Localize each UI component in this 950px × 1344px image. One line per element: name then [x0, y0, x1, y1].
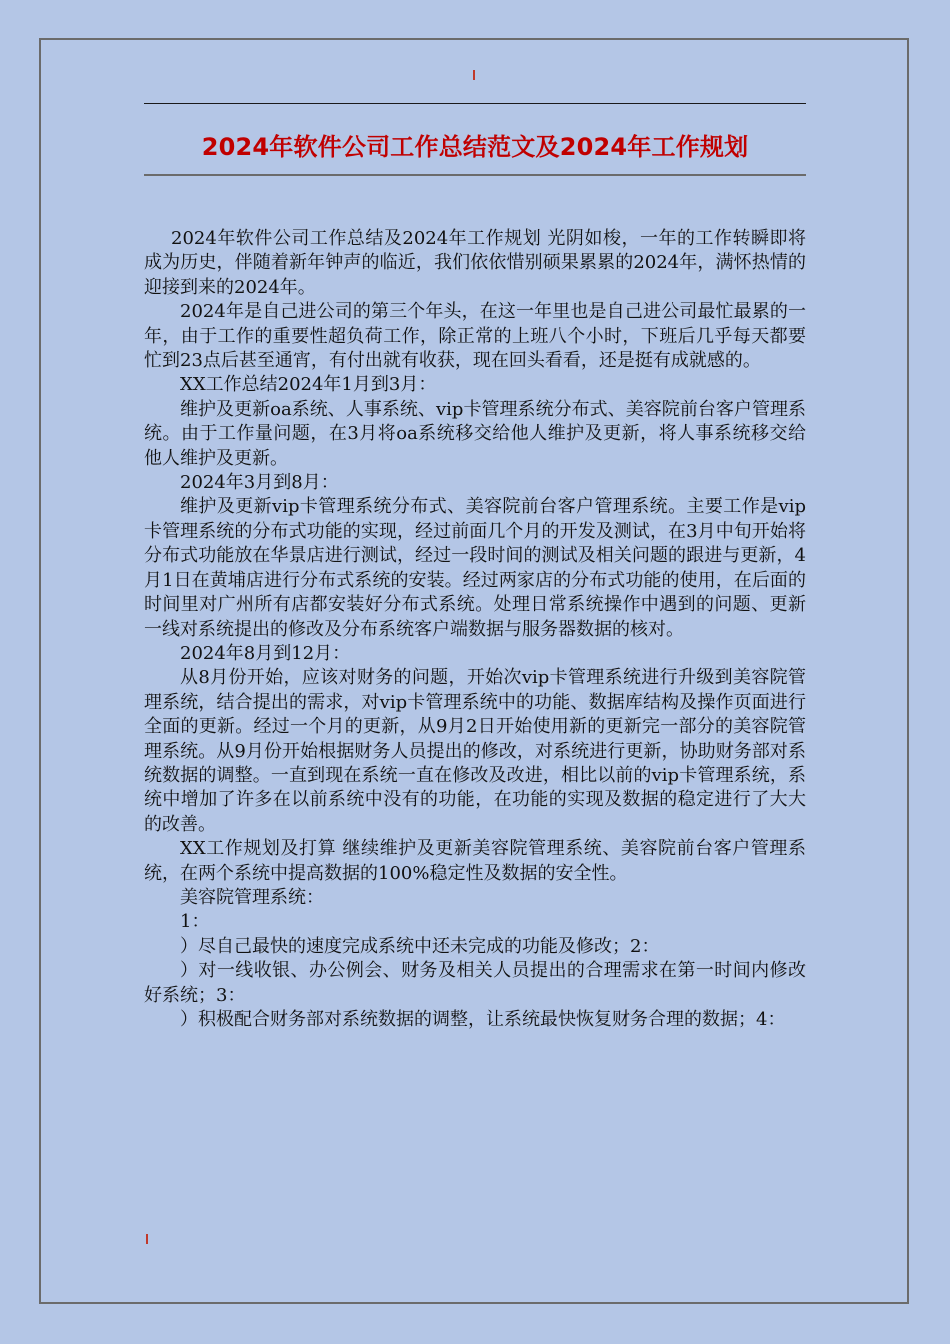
list-item-1: ）尽自己最快的速度完成系统中还未完成的功能及修改；2：	[180, 935, 660, 957]
list-item-2: ）对一线收银、办公例会、财务及相关人员提出的合理需求在第一时间内修改好系统；3：	[144, 960, 806, 1006]
section-heading-aug-dec: 2024年8月到12月：	[180, 642, 351, 664]
header-rule	[144, 103, 806, 104]
paragraph-year-summary: 2024年是自己进公司的第三个年头，在这一年里也是自己进公司最忙最累的一年，由于工作的重要性超负荷工作，除正常的上班八个小时，下班后几乎每天都要忙到23点后甚至通宵，有付出就有收获，现在回头看看，还是挺有成就感的。	[144, 301, 806, 372]
list-item-1-label: 1：	[180, 911, 210, 933]
header-marker	[473, 70, 475, 80]
paragraph-plan: XX工作规划及打算 继续维护及更新美容院管理系统、美容院前台客户管理系统，在两个系统中提高数据的100%稳定性及数据的安全性。	[144, 838, 806, 884]
document-body	[144, 227, 806, 1032]
footer-marker	[146, 1234, 148, 1244]
section-heading-salon-system: 美容院管理系统：	[180, 886, 324, 908]
paragraph-mar-aug: 维护及更新vip卡管理系统分布式、美容院前台客户管理系统。主要工作是vip卡管理系统的分布式功能的实现，经过前面几个月的开发及测试，在3月中旬开始将分布式功能放在华景店进行测试，经过一段时间的测试及相关问题的跟进与更新，4月1日在黄埔店进行分布式系统的安装。经过两家店的分布式功能的使用，在后面的时间里对广州所有店都安装好分布式系统。处理日常系统操作中遇到的问题、更新一线对系统提出的修改及分布系统客户端数据与服务器数据的核对。	[144, 496, 806, 640]
document-title: 2024年软件公司工作总结范文及2024年工作规划	[201, 133, 749, 161]
paragraph-intro: 2024年软件公司工作总结及2024年工作规划 光阴如梭，一年的工作转瞬即将成为历史，伴随着新年钟声的临近，我们依依惜别硕果累累的2024年，满怀热情的迎接到来的2024年。	[144, 228, 806, 298]
title-underline	[144, 174, 806, 176]
section-heading-mar-aug: 2024年3月到8月：	[180, 472, 339, 494]
paragraph-jan-mar: 维护及更新oa系统、人事系统、vip卡管理系统分布式、美容院前台客户管理系统。由于工作量问题，在3月将oa系统移交给他人维护及更新，将人事系统移交给他人维护及更新。	[144, 398, 806, 469]
section-heading-jan-mar: XX工作总结2024年1月到3月：	[180, 374, 437, 396]
list-item-3: ）积极配合财务部对系统数据的调整，让系统最快恢复财务合理的数据；4：	[180, 1009, 786, 1030]
paragraph-aug-dec: 从8月份开始，应该对财务的问题，开始次vip卡管理系统进行升级到美容院管理系统，结合提出的需求，对vip卡管理系统中的功能、数据库结构及操作页面进行全面的更新。经过一个月的更新，从9月2日开始使用新的更新完一部分的美容院管理系统。从9月份开始根据财务人员提出的修改，对系统进行更新，协助财务部对系统数据的调整。一直到现在系统一直在修改及改进，相比以前的vip卡管理系统，系统中增加了许多在以前系统中没有的功能，在功能的实现及数据的稳定进行了大大的改善。	[144, 667, 806, 835]
